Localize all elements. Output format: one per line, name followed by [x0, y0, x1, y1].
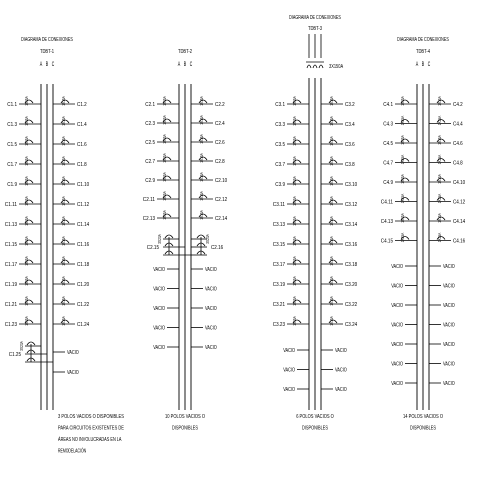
circuit-label-left: C3.9 — [275, 182, 285, 188]
circuit-label-right: C2.12 — [215, 197, 228, 203]
panel-board-name: TDBT-3 — [307, 26, 323, 32]
breaker-rating-right: 1X15A — [329, 272, 334, 286]
circuit-label-left: C3.23 — [272, 322, 285, 328]
breaker-rating-left: 1X15A — [24, 212, 29, 226]
circuit-label-left: C2.13 — [142, 216, 155, 222]
circuit-label-right: C1.14 — [77, 222, 90, 228]
circuit-label-left: C3.17 — [272, 262, 285, 268]
breaker-rating-left: 1X15A — [292, 272, 297, 286]
vacant-label-left: VACIO — [153, 345, 166, 351]
breaker-rating-right: 1X15A — [61, 312, 66, 326]
circuit-label-left: C4.13 — [380, 219, 393, 225]
circuit-label-right: C4.16 — [453, 238, 466, 245]
breaker-rating-right: 1X15A — [61, 212, 66, 226]
breaker-rating-left: 1X15A — [24, 292, 29, 306]
phase-label-b: B — [45, 62, 49, 68]
breaker-rating-left: 1X15A — [24, 232, 29, 246]
breaker-rating-right: 1X15A — [61, 292, 66, 306]
circuit-label-right: C2.10 — [215, 178, 228, 184]
circuit-label-left: C1.11 — [4, 202, 17, 208]
circuit-label-right: C1.18 — [77, 262, 90, 268]
circuit-label-right: C3.6 — [345, 142, 355, 148]
breaker-rating-right: 1X15A — [199, 149, 204, 163]
three-pole-rating: 3X20A — [157, 230, 162, 244]
circuit-label-left: C4.11 — [380, 199, 393, 206]
panel-board-name: TDBT-1 — [39, 49, 55, 55]
circuit-label-right: C3.18 — [345, 262, 358, 268]
breaker-rating-left: 1X15A — [24, 252, 29, 266]
panel-board-name: TDBT-2 — [177, 49, 193, 55]
breaker-rating-left: 1X15A — [292, 232, 297, 246]
vacant-label-left: VACIO — [391, 283, 404, 290]
breaker-rating-right: 1X15A — [329, 192, 334, 206]
vacant-label-left: VACIO — [153, 267, 166, 273]
circuit-label-left: C3.7 — [275, 162, 285, 168]
circuit-label-right: C3.16 — [345, 242, 358, 248]
breaker-rating-right: 1X15A — [61, 172, 66, 186]
panel-note-line: ÁREAS NO INVOLUCRADAS EN LA — [58, 437, 151, 443]
panel-tdbt-2 — [143, 49, 228, 432]
circuit-label-right: C4.10 — [453, 180, 466, 186]
circuit-label-right: C4.12 — [453, 199, 466, 206]
phase-label-b: B — [183, 62, 187, 68]
breaker-rating-left: 1X15A — [292, 192, 297, 206]
circuit-label-left: C1.19 — [4, 282, 17, 288]
circuit-label-right: C3.20 — [345, 282, 358, 288]
circuit-label-left: C1.5 — [7, 142, 17, 148]
circuit-label-right: C1.24 — [77, 322, 90, 328]
breaker-rating-left: 1X15A — [24, 92, 29, 106]
phase-label-a: A — [177, 62, 181, 68]
vacant-label-right: VACIO — [443, 283, 456, 290]
breaker-rating-left: 1X15A — [292, 152, 297, 166]
circuit-label-left: C1.7 — [7, 162, 17, 168]
circuit-label-left: C4.9 — [383, 180, 393, 186]
breaker-rating-right: 1X15A — [199, 206, 204, 220]
circuit-label-right: C4.2 — [453, 102, 463, 108]
breaker-rating-right: 1X15A — [329, 312, 334, 326]
panel-title: DIAGRAMA DE CONEXIONES — [289, 15, 342, 21]
breaker-rating-right: 1X15A — [437, 92, 442, 106]
breaker-rating-left: 1X15A — [292, 112, 297, 126]
phase-label-c: C — [189, 62, 193, 68]
breaker-rating-left: 1X15A — [162, 168, 167, 182]
circuit-label-left: C2.9 — [145, 178, 155, 184]
panel-tdbt-4 — [381, 37, 466, 432]
vacant-label-left: VACIO — [391, 303, 404, 309]
circuit-label-right: C1.20 — [77, 282, 90, 288]
breaker-rating-left: 1X15A — [292, 212, 297, 226]
breaker-rating-left: 1X15A — [24, 132, 29, 146]
three-pole-label: C2.15 — [146, 245, 159, 251]
circuit-label-right: C4.6 — [453, 141, 463, 147]
breaker-rating-right: 1X15A — [61, 272, 66, 286]
breaker-rating-right: 1X15A — [199, 187, 204, 201]
panel-note-line: DISPONIBLES — [302, 425, 329, 432]
breaker-rating-right: 1X15A — [199, 130, 204, 144]
vacant-label-right: VACIO — [205, 286, 218, 293]
panel-note-line: 6 POLOS VACIOS O — [296, 414, 335, 420]
vacant-label-right: VACIO — [443, 264, 456, 270]
breaker-rating-left: 1X15A — [24, 312, 29, 326]
circuit-label-left: C1.3 — [7, 122, 17, 128]
breaker-rating-left: 1X15A — [400, 111, 405, 126]
vacant-label-left: VACIO — [153, 325, 166, 332]
breaker-rating-right: 1X15A — [437, 228, 442, 243]
breaker-rating-left: 1X15A — [400, 92, 405, 106]
vacant-label-left: VACIO — [391, 361, 404, 368]
breaker-rating-left: 1X15A — [292, 92, 297, 106]
breaker-rating-right: 1X15A — [199, 92, 204, 106]
breaker-rating-right: 1X15A — [437, 150, 442, 165]
breaker-rating-left: 1X15A — [292, 312, 297, 326]
breaker-rating-left: 1X15A — [292, 292, 297, 306]
breaker-rating-right: 1X15A — [199, 111, 204, 125]
circuit-label-right: C1.2 — [77, 102, 87, 108]
panel-note-line: 14 POLOS VACIOS O — [403, 414, 444, 420]
panel-title: DIAGRAMA DE CONEXIONES — [21, 37, 74, 43]
panel-note-line: REMODELACIÓN — [58, 448, 104, 455]
breaker-rating-right: 1X15A — [329, 292, 334, 306]
breaker-rating-right: 1X15A — [61, 112, 66, 126]
circuit-label-right: C3.14 — [345, 222, 358, 228]
panel-note-line: DISPONIBLES — [410, 425, 437, 432]
circuit-label-left: C3.5 — [275, 142, 285, 148]
vacant-label-left: VACIO — [153, 286, 166, 293]
panel-note-line: 10 POLOS VACIOS O — [165, 414, 206, 420]
breaker-rating-left: 1X15A — [24, 152, 29, 166]
vacant-label-right: VACIO — [205, 345, 218, 351]
breaker-rating-right: 1X15A — [61, 92, 66, 106]
breaker-rating-left: 1X15A — [400, 228, 405, 243]
circuit-label-left: C1.13 — [4, 222, 17, 228]
main-breaker-pole — [319, 65, 323, 68]
breaker-rating-left: 1X15A — [162, 206, 167, 220]
circuit-label-left: C1.9 — [7, 182, 17, 188]
breaker-rating-right: 1X15A — [61, 152, 66, 166]
phase-label-a: A — [415, 62, 419, 68]
breaker-rating-left: 1X15A — [162, 111, 167, 125]
vacant-label-left: VACIO — [153, 306, 166, 312]
circuit-label-left: C1.15 — [4, 242, 17, 248]
vacant-label-left: VACIO — [391, 381, 404, 387]
circuit-label-right: C4.8 — [453, 160, 463, 167]
circuit-label-left: C2.11 — [142, 197, 155, 203]
breaker-rating-right: 1X15A — [329, 232, 334, 246]
main-breaker-pole — [307, 65, 311, 68]
circuit-label-left: C3.21 — [272, 302, 285, 308]
circuit-label-left: C3.1 — [275, 102, 285, 108]
circuit-label-right: C2.4 — [215, 121, 226, 127]
circuit-label-left: C3.15 — [272, 242, 285, 248]
breaker-rating-right: 1X15A — [61, 132, 66, 146]
panel-title: DIAGRAMA DE CONEXIONES — [397, 37, 450, 43]
panel-note-line: 3 POLOS VACIOS O DISPONIBLES — [58, 414, 125, 420]
vacant-label-right: VACIO — [443, 342, 456, 348]
panel-note-line: DISPONIBLES — [172, 425, 199, 432]
circuit-label-left: C4.3 — [383, 121, 393, 128]
breaker-rating-left: 1X15A — [162, 92, 167, 106]
circuit-label-left: C1.23 — [4, 322, 17, 328]
vacant-label-left: VACIO — [391, 264, 404, 270]
three-pole-label: C2.16 — [211, 245, 224, 251]
vacant-label-right: VACIO — [443, 381, 456, 387]
circuit-label-left: C2.7 — [145, 159, 155, 165]
circuit-label-left: C3.3 — [275, 122, 285, 128]
panel-tdbt-3 — [273, 15, 358, 432]
circuit-label-right: C3.24 — [345, 322, 358, 328]
vacant-label-right: VACIO — [335, 387, 348, 393]
breaker-rating-right: 1X15A — [329, 172, 334, 186]
breaker-rating-left: 1X15A — [400, 150, 405, 165]
breaker-rating-left: 1X15A — [292, 132, 297, 146]
circuit-label-left: C4.7 — [383, 160, 393, 167]
breaker-rating-left: 1X15A — [24, 272, 29, 286]
vacant-label-left: VACIO — [391, 322, 404, 329]
circuit-label-left: C4.15 — [380, 238, 393, 245]
circuit-label-right: C3.22 — [345, 302, 358, 308]
circuit-label-left: C4.5 — [383, 141, 393, 147]
breaker-rating-right: 1X15A — [437, 209, 442, 223]
vacant-label-left: VACIO — [283, 387, 296, 393]
breaker-rating-left: 1X15A — [24, 112, 29, 126]
breaker-rating-right: 1X15A — [61, 232, 66, 246]
breaker-rating-left: 1X15A — [292, 172, 297, 186]
circuit-label-left: C1.1 — [7, 102, 17, 108]
circuit-label-left: C2.1 — [145, 102, 155, 108]
circuit-label-right: C3.10 — [345, 182, 358, 188]
circuit-label-right: C2.8 — [215, 159, 225, 165]
circuit-label-left: C1.21 — [4, 302, 17, 308]
circuit-label-right: C3.12 — [345, 202, 358, 208]
circuit-label-right: C1.4 — [77, 122, 88, 128]
phase-label-a: A — [39, 62, 43, 68]
vacant-label-right: VACIO — [443, 303, 456, 309]
breaker-rating-left: 1X15A — [400, 209, 405, 223]
circuit-label-right: C2.6 — [215, 140, 225, 146]
circuit-label-right: C3.2 — [345, 102, 355, 108]
circuit-label-left: C3.11 — [272, 202, 285, 208]
circuit-label-right: C1.16 — [77, 242, 90, 248]
circuit-label-left: C2.3 — [145, 121, 155, 127]
main-breaker-rating: 3X150A — [329, 64, 344, 70]
panel-note-line: PARA CIRCUITOS EXISTENTES DE — [58, 425, 125, 432]
circuit-label-left: C4.1 — [383, 102, 393, 108]
circuit-label-right: C1.6 — [77, 142, 87, 148]
vacant-label-right: VACIO — [335, 367, 348, 374]
breaker-rating-right: 1X15A — [437, 111, 442, 126]
circuit-label-left: C3.13 — [272, 222, 285, 228]
circuit-label-right: C1.10 — [77, 182, 90, 188]
breaker-rating-right: 1X15A — [329, 252, 334, 266]
breaker-rating-right: 1X15A — [437, 170, 442, 184]
panel-board-name: TDBT-4 — [415, 49, 431, 55]
phase-label-b: B — [421, 62, 425, 68]
circuit-label-right: C3.8 — [345, 162, 355, 168]
circuit-label-right: C4.14 — [453, 219, 466, 225]
breaker-rating-left: 1X15A — [24, 192, 29, 206]
circuit-label-right: C1.8 — [77, 162, 87, 168]
circuit-label-left: C3.19 — [272, 282, 285, 288]
three-pole-label: C1.25 — [8, 352, 21, 358]
vacant-label-right: VACIO — [67, 370, 80, 376]
breaker-rating-left: 1X15A — [292, 252, 297, 266]
breaker-rating-left: 1X15A — [400, 131, 405, 145]
breaker-rating-left: 1X15A — [400, 189, 405, 204]
circuit-label-right: C4.4 — [453, 121, 464, 128]
vacant-label-left: VACIO — [283, 348, 296, 354]
vacant-label-right: VACIO — [205, 306, 218, 312]
circuit-label-left: C2.5 — [145, 140, 155, 146]
vacant-label-right: VACIO — [443, 322, 456, 329]
vacant-label-right: VACIO — [335, 348, 348, 354]
vacant-label-right: VACIO — [205, 325, 218, 332]
three-pole-rating: 3X20A — [19, 337, 24, 351]
vacant-label-left: VACIO — [283, 367, 296, 374]
breaker-rating-right: 1X15A — [329, 152, 334, 166]
vacant-label-right: VACIO — [67, 350, 80, 356]
breaker-rating-right: 1X15A — [437, 131, 442, 145]
vacant-label-left: VACIO — [391, 342, 404, 348]
breaker-rating-right: 1X15A — [61, 252, 66, 266]
breaker-rating-right: 1X15A — [61, 192, 66, 206]
breaker-rating-left: 1X15A — [162, 149, 167, 163]
circuit-label-right: C2.2 — [215, 102, 225, 108]
breaker-rating-left: 1X15A — [162, 187, 167, 201]
vacant-label-right: VACIO — [443, 361, 456, 368]
phase-label-c: C — [51, 62, 55, 68]
circuit-label-right: C2.14 — [215, 216, 228, 222]
three-pole-rating: 3X20A — [205, 230, 210, 244]
circuit-label-right: C3.4 — [345, 122, 356, 128]
breaker-rating-left: 1X15A — [24, 172, 29, 186]
breaker-rating-right: 1X15A — [437, 189, 442, 204]
breaker-rating-right: 1X15A — [329, 112, 334, 126]
breaker-rating-left: 1X15A — [162, 130, 167, 144]
breaker-rating-right: 1X15A — [329, 212, 334, 226]
breaker-rating-right: 1X15A — [329, 132, 334, 146]
main-breaker-pole — [313, 65, 317, 68]
vacant-label-right: VACIO — [205, 267, 218, 273]
circuit-label-right: C1.12 — [77, 202, 90, 208]
phase-label-c: C — [427, 62, 431, 68]
circuit-label-left: C1.17 — [4, 262, 17, 268]
breaker-rating-right: 1X15A — [329, 92, 334, 106]
circuit-label-right: C1.22 — [77, 302, 90, 308]
breaker-rating-right: 1X15A — [199, 168, 204, 182]
breaker-rating-left: 1X15A — [400, 170, 405, 184]
